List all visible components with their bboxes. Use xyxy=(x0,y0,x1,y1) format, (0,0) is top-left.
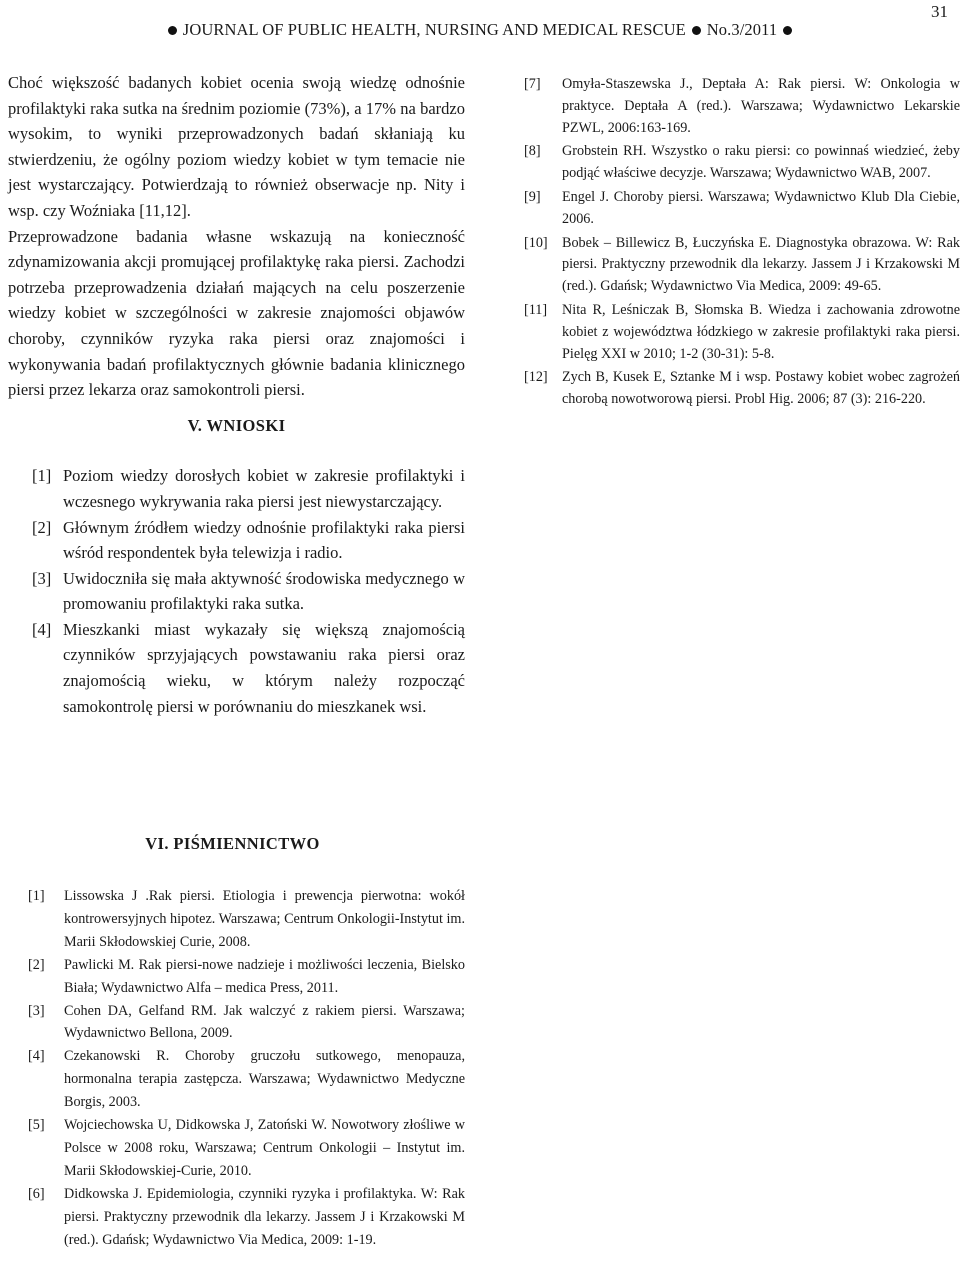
reference-number: [4] xyxy=(28,1048,45,1065)
reference-number: [8] xyxy=(524,143,541,160)
reference-number: [1] xyxy=(28,888,45,904)
reference-text: Grobstein RH. Wszystko o raku piersi: co powinnaś wiedzieć, żeby podjąć właściwe decyzje. Warszawa; Wydawnictwo WAB, 2007. xyxy=(562,143,960,182)
page-number: 31 xyxy=(931,2,948,21)
body-paragraph: Przeprowadzone badania własne wskazują na konieczność zdynamizowania akcji promującej profilaktykę raka piersi. Zachodzi potrzeba przeprowadzenia działań mających na celu poszerzenie wiedzy kobiet w szczególności w zakresie znajomości objawów choroby, czynników ryzyka raka piersi oraz znajomości i wykonywania badań profilaktycznych głównie badania klinicznego piersi przez lekarza oraz samokontroli piersi. xyxy=(8,226,465,400)
reference-text: Lissowska J .Rak piersi. Etiologia i prewencja pierwotna: wokół kontrowersyjnych hipotez. Warszawa; Centrum Onkologii-Instytut im. Marii Skłodowskiej Curie, 2008. xyxy=(64,888,465,950)
reference-item xyxy=(28,1000,465,1046)
reference-list-left xyxy=(28,885,465,1252)
conclusion-item xyxy=(8,515,465,566)
conclusion-text: Poziom wiedzy dorosłych kobiet w zakresie profilaktyki i wczesnego wykrywania raka piersi jest niewystarczający. xyxy=(63,466,465,511)
reference-number: [5] xyxy=(28,1117,45,1134)
left-column xyxy=(8,70,465,719)
reference-list-right xyxy=(524,74,960,413)
reference-item xyxy=(28,1183,465,1252)
reference-number: [12] xyxy=(524,369,548,386)
reference-item xyxy=(524,74,960,139)
conclusion-item xyxy=(8,463,465,514)
bullet-icon xyxy=(692,26,701,35)
reference-item xyxy=(524,187,960,231)
reference-item xyxy=(524,300,960,365)
reference-text: Bobek – Billewicz B, Łuczyńska E. Diagnostyka obrazowa. W: Rak piersi. Praktyczny przewodnik dla lekarzy. Jassem J i Krzakowski M (red.). Gdańsk; Wydawnictwo Via Medica, 2009: 49-65. xyxy=(562,234,960,295)
conclusion-text: Głównym źródłem wiedzy odnośnie profilaktyki raka piersi wśród respondentek była telewizja i radio. xyxy=(63,517,465,563)
reference-text: Cohen DA, Gelfand RM. Jak walczyć z rakiem piersi. Warszawa; Wydawnictwo Bellona, 2009. xyxy=(64,1002,465,1042)
conclusion-number: [4] xyxy=(32,619,52,639)
conclusion-number: [3] xyxy=(32,568,52,588)
reference-text: Engel J. Choroby piersi. Warszawa; Wydawnictwo Klub Dla Ciebie, 2006. xyxy=(562,188,960,227)
reference-item xyxy=(28,885,465,954)
conclusions-heading: V. WNIOSKI xyxy=(187,415,286,435)
reference-number: [2] xyxy=(28,956,45,973)
reference-number: [11] xyxy=(524,301,548,318)
reference-number: [9] xyxy=(524,188,541,205)
conclusion-number: [1] xyxy=(32,466,52,486)
reference-item xyxy=(28,1114,465,1183)
reference-text: Nita R, Leśniczak B, Słomska B. Wiedza i zachowania zdrowotne kobiet z województwa łódzkiego w zakresie profilaktyki raka piersi. Pielęg XXI w 2010; 1-2 (30-31): 5-8. xyxy=(562,301,960,362)
reference-text: Zych B, Kusek E, Sztanke M i wsp. Postawy kobiet wobec zagrożeń chorobą nowotworową piersi. Probl Hig. 2006; 87 (3): 216-220. xyxy=(562,369,960,408)
reference-text: Didkowska J. Epidemiologia, czynniki ryzyka i profilaktyka. W: Rak piersi. Praktyczny przewodnik dla lekarzy. Jassem J i Krzakowski M (red.). Gdańsk; Wydawnictwo Via Medica, 2009: 1-19. xyxy=(64,1185,465,1248)
reference-number: [7] xyxy=(524,76,541,92)
conclusions-list xyxy=(8,463,465,719)
bibliography-heading: VI. PIŚMIENNICTWO xyxy=(145,834,320,853)
bullet-icon xyxy=(168,26,177,35)
reference-item xyxy=(524,233,960,298)
conclusion-number: [2] xyxy=(32,517,52,537)
reference-number: [10] xyxy=(524,234,548,251)
reference-text: Czekanowski R. Choroby gruczołu sutkowego, menopauza, hormonalna terapia zastępcza. Warszawa; Wydawnictwo Medyczne Borgis, 2003. xyxy=(64,1048,465,1111)
journal-issue: No.3/2011 xyxy=(706,20,778,39)
reference-number: [6] xyxy=(28,1185,45,1202)
reference-item xyxy=(28,1045,465,1114)
reference-number: [3] xyxy=(28,1002,45,1019)
running-header xyxy=(0,20,960,40)
bullet-icon xyxy=(783,26,792,35)
reference-text: Wojciechowska U, Didkowska J, Zatoński W. Nowotwory złośliwe w Polsce w 2008 roku, Warszawa; Centrum Onkologii – Instytut im. Marii Skłodowskiej-Curie, 2010. xyxy=(64,1117,465,1179)
conclusion-text: Uwidoczniła się mała aktywność środowiska medycznego w promowaniu profilaktyki raka sutka. xyxy=(63,568,465,614)
journal-title: JOURNAL OF PUBLIC HEALTH, NURSING AND MEDICAL RESCUE xyxy=(182,20,686,39)
conclusion-item xyxy=(8,617,465,719)
reference-item xyxy=(524,367,960,411)
reference-text: Omyła-Staszewska J., Deptała A: Rak piersi. W: Onkologia w praktyce. Deptała A (red.). Warszawa; Wydawnictwo Lekarskie PZWL, 2006:163-169. xyxy=(562,76,960,136)
reference-item xyxy=(28,954,465,1000)
body-paragraph: Choć większość badanych kobiet ocenia swoją wiedzę odnośnie profilaktyki raka sutka na średnim poziomie (73%), a 17% na bardzo wysokim, to wyniki przeprowadzonych badań skłaniają ku stwierdzeniu, że ogólny poziom wiedzy kobiet w tym temacie nie jest wystarczający. Potwierdzają to również obserwacje np. Nity i wsp. czy Woźniaka [11,12]. xyxy=(8,73,465,220)
conclusion-item xyxy=(8,566,465,617)
reference-item xyxy=(524,141,960,185)
reference-text: Pawlicki M. Rak piersi-nowe nadzieje i możliwości leczenia, Bielsko Biała; Wydawnictwo Alfa – medica Press, 2011. xyxy=(64,956,465,996)
conclusion-text: Mieszkanki miast wykazały się większą znajomością czynników sprzyjających powstawaniu raka piersi oraz znajomością wieku, w którym należy rozpocząć samokontrolę piersi w porównaniu do mieszkanek wsi. xyxy=(63,619,465,716)
